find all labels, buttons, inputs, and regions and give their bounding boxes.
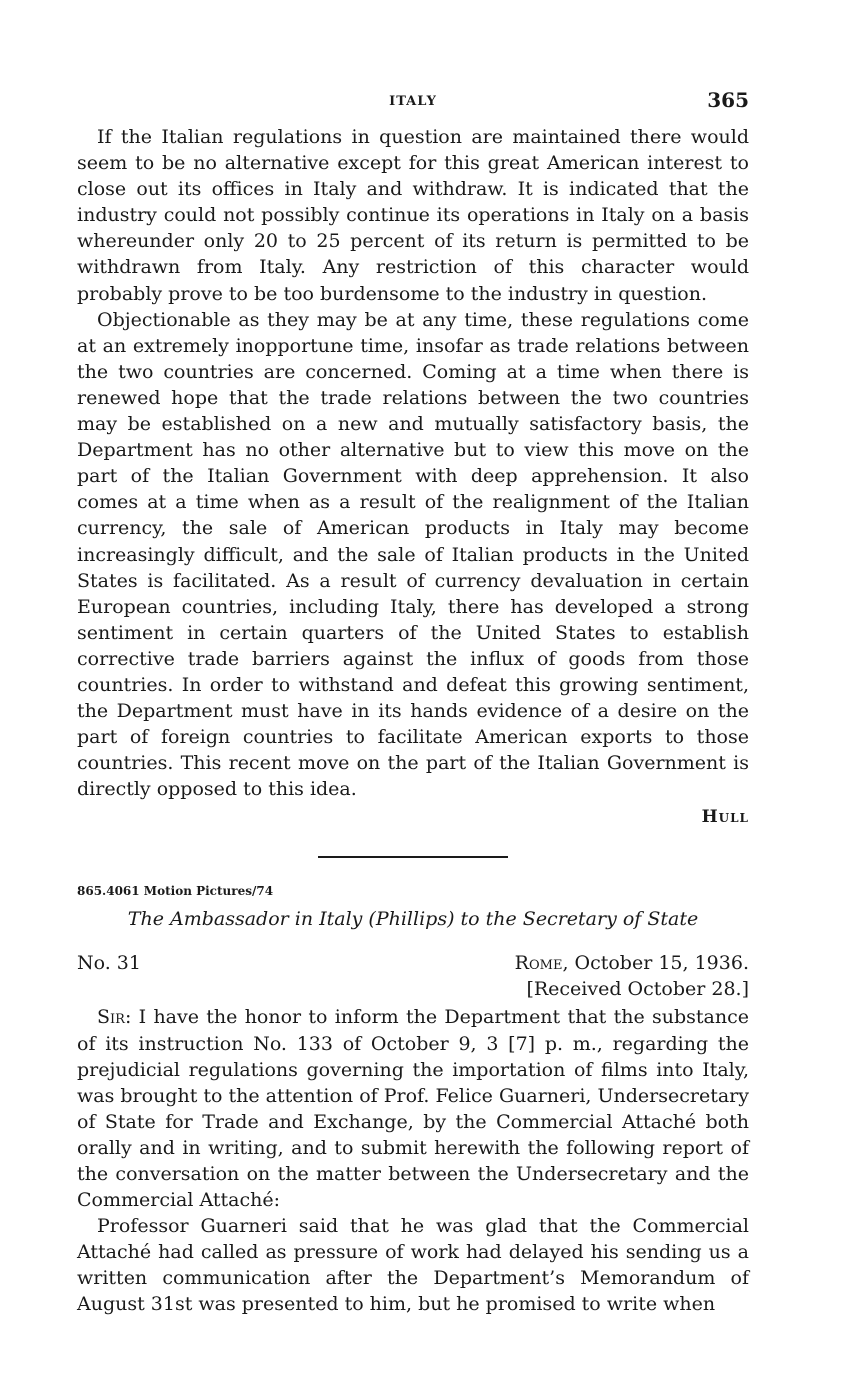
despatch-body: [77, 1004, 749, 1317]
signature: Hull: [701, 807, 749, 828]
paragraph-withdrawal: If the Italian regulations in question are maintained there would seem to be no alternative except for this great American interest to close out its offices in Italy and withdraw. It is indicated that the industry could not possibly continue its operations in Italy on a basis whereunder only 20 to 25 percent of its return is permitted to be withdrawn from Italy. Any restriction of this character would probably prove to be too burdensome to the industry in question.: [77, 126, 749, 305]
paragraph-objectionable: Objectionable as they may be at any time, these regulations come at an extremely inopportune time, insofar as trade relations between the two countries are concerned. Coming at a time when there is renewed hope that the trade relations between the two countries may be established on a new and mutually satisfactory basis, the Department has no other alternative but to view this move on the part of the Italian Government with deep apprehension. It also comes at a time when as a result of the realignment of the Italian currency, the sale of American products in Italy may become increasingly difficult, and the sale of Italian products in the United States is facilitated. As a result of currency devaluation in certain European countries, including Italy, there has developed a strong sentiment in certain quarters of the United States to establish corrective trade barriers against the influx of goods from those countries. In order to withstand and defeat this growing sentiment, the Department must have in its hands evidence of a desire on the part of foreign countries to facilitate American exports to those countries. This recent move on the part of the Italian Government is directly opposed to this idea.: [77, 308, 749, 801]
running-head: [77, 84, 749, 124]
despatch-number: No. 31: [77, 952, 141, 975]
file-number: 865.4061 Motion Pictures/74: [77, 884, 274, 899]
paragraph-honor-text: : I have the honor to inform the Department that the substance of its instruction No. 133 of October 9, 3 [7] p. m., regarding the prejudicial regulations governing the importation of films into Italy, was brought to the attention of Prof. Felice Guarneri, Undersecretary of State for Trade and Exchange, by the Commercial Attaché both orally and in writing, and to submit herewith the following report of the conversation on the matter between the Undersecretary and the Commercial Attaché:: [77, 1006, 749, 1212]
despatch-date: , October 15, 1936.: [562, 952, 749, 975]
paragraph-salutation: [77, 1004, 749, 1213]
document-heading: The Ambassador in Italy (Phillips) to the Secretary of State: [127, 908, 699, 931]
dateline: [77, 950, 749, 1002]
running-title: ITALY: [389, 94, 437, 109]
salutation: Sir: [97, 1006, 125, 1029]
paragraph-guarneri: Professor Guarneri said that he was glad that the Commercial Attaché had called as pressure of work had delayed his sending us a written communication after the Department’s Memorandum of August 31st was presented to him, but he promised to write when: [77, 1215, 749, 1316]
place-date: [515, 950, 749, 1002]
section-divider: [318, 856, 508, 858]
document-page: [77, 84, 749, 1318]
place-name: Rome: [514, 952, 563, 975]
received-date: [Received October 28.]: [526, 978, 749, 1001]
page-number: 365: [707, 88, 749, 112]
